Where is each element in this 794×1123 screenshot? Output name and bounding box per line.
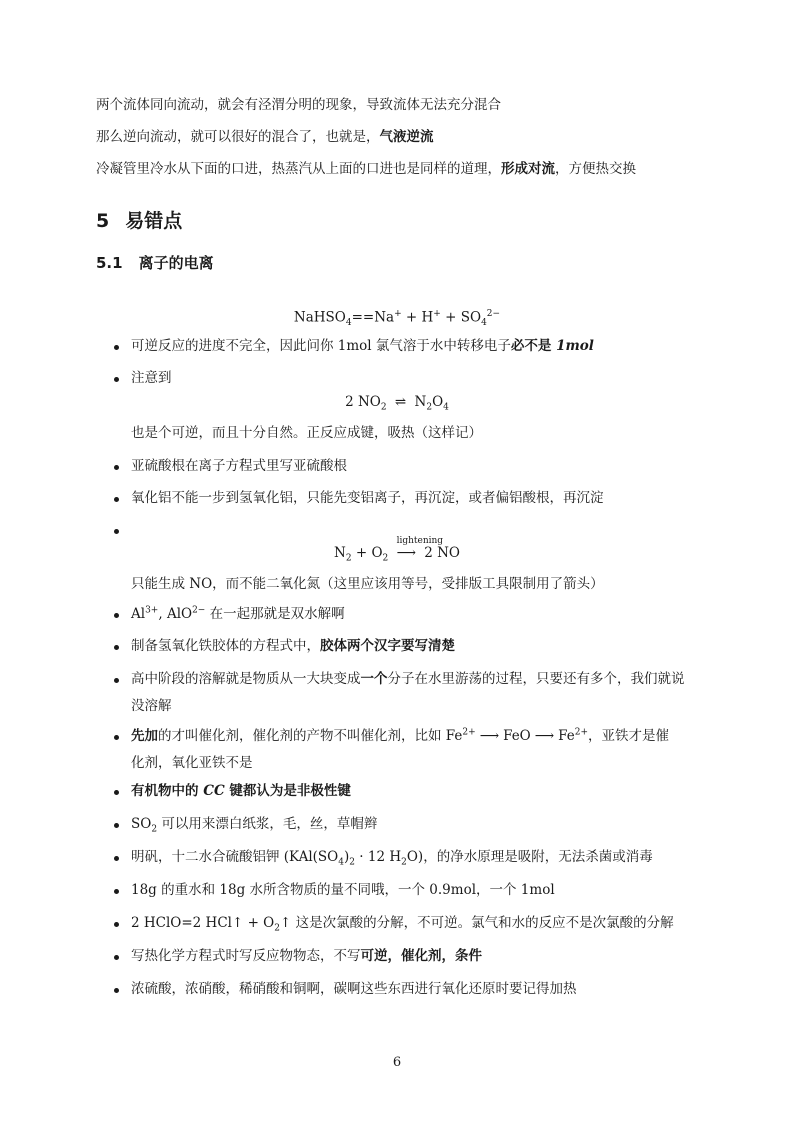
list-item: $SO_2$ 可以用来漂白纸浆，毛，丝，草帽辫 — [131, 816, 378, 835]
list-item: 氧化铝不能一步到氢氧化铝，只能先变铝离子，再沉淀，或者偏铝酸根，再沉淀 — [131, 490, 604, 506]
bullet-icon — [114, 790, 119, 795]
bullet-icon — [114, 889, 119, 894]
bullet-icon — [114, 465, 119, 470]
bullet-icon — [114, 613, 119, 618]
arrow-icon: ⟶ — [479, 728, 500, 744]
intro-line-1: 两个流体同向流动，就会有泾渭分明的现象，导致流体无法充分混合 — [96, 97, 501, 113]
bullet-icon — [114, 377, 119, 382]
list-item: 18g 的重水和 18g 水所含物质的量不同哦，一个 0.9mol，一个 1mol — [131, 882, 555, 898]
list-item: 高中阶段的溶解就是物质从一大块变成一个分子在水里游荡的过程，只要还有多个，我们就说 没溶解 — [131, 671, 685, 714]
list-item: $Al^{3+}$, AlO$^{2-}$ 在一起那就是双水解啊 — [131, 605, 345, 622]
list-item: 有机物中的 CC 键都认为是非极性键 — [131, 783, 351, 799]
list-item: 浓硫酸，浓硝酸，稀硝酸和铜啊，碳啊这些东西进行氧化还原时要记得加热 — [131, 981, 577, 997]
list-item: 写热化学方程式时写反应物物态，不写可逆，催化剂，条件 — [131, 948, 482, 964]
bullet-icon — [114, 678, 119, 683]
intro-line-3: 冷凝管里冷水从下面的口进，热蒸汽从上面的口进也是同样的道理，形成对流，方便热交换 — [96, 161, 636, 177]
arrow-icon: ⟶ — [396, 545, 416, 561]
list-item-continuation: 也是个可逆，而且十分自然。正反应成键，吸热（这样记） — [131, 425, 482, 441]
list-item: 亚硫酸根在离子方程式里写亚硫酸根 — [131, 458, 347, 474]
bullet-icon — [114, 988, 119, 993]
bullet-icon — [114, 529, 119, 534]
equilibrium-arrow-icon: ⇌ — [394, 394, 407, 410]
list-item: 注意到 — [131, 370, 172, 386]
subsection-heading: 5.1 离子的电离 — [96, 254, 214, 272]
arrow-icon: ⟶ — [534, 728, 555, 744]
formula-nahso4: NaHSO$_4$==Na+ + $H^+ + SO_4^{2-}$ — [293, 309, 501, 329]
bullet-icon — [114, 735, 119, 740]
formula-no2: 2 $NO_2$ ⇌ $N_2O_4$ — [345, 394, 449, 413]
bullet-icon — [114, 823, 119, 828]
list-item: 制备氢氧化铁胶体的方程式中，胶体两个汉字要写清楚 — [131, 638, 455, 654]
bullet-icon — [114, 497, 119, 502]
list-item: 明矾，十二水合硫酸铝钾 ($KAl(SO_4)_2 \cdot 12$ $H_2O$)，的净水原理是吸附，无法杀菌或消毒 — [131, 849, 653, 868]
formula-n2-o2: $N_2 + O_2$ lightening ⟶ 2 NO — [334, 536, 460, 564]
section-heading: 5 易错点 — [96, 210, 183, 232]
list-item: 2 HClO=2 HCl↑ + $O_2↑$ 这是次氯酸的分解，不可逆。氯气和水的反应不是次氯酸的分解 — [131, 915, 674, 934]
list-item: 可逆反应的进度不完全，因此问你 1mol 氯气溶于水中转移电子必不是 1mol — [131, 338, 594, 354]
intro-line-2: 那么逆向流动，就可以很好的混合了，也就是，气液逆流 — [96, 129, 434, 145]
list-item-continuation: 只能生成 NO，而不能二氧化氮（这里应该用等号，受排版工具限制用了箭头） — [131, 576, 604, 592]
bullet-icon — [114, 856, 119, 861]
bullet-icon — [114, 922, 119, 927]
bullet-icon — [114, 645, 119, 650]
bullet-icon — [114, 345, 119, 350]
bullet-icon — [114, 955, 119, 960]
page-number: 6 — [392, 1055, 402, 1070]
list-item: 先加的才叫催化剂，催化剂的产物不叫催化剂，比如 $Fe^{2+}$ ⟶ FeO ⟶ $Fe^{2+}$，亚铁才是催 化剂，氧化亚铁不是 — [131, 723, 703, 777]
